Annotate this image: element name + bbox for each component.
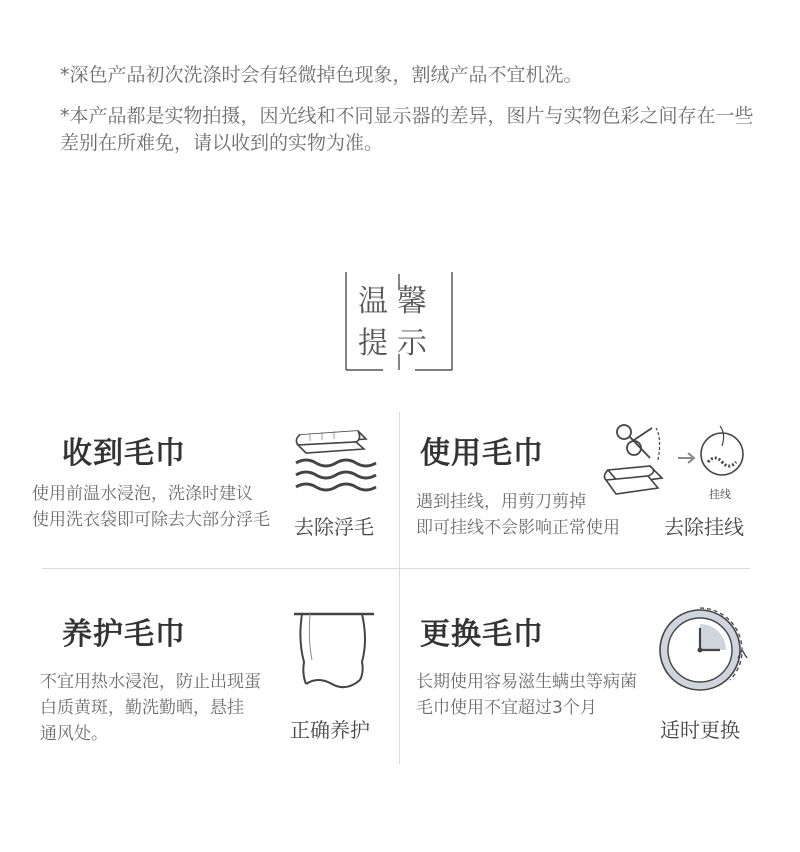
- note-dye: *深色产品初次洗涤时会有轻微掉色现象，割绒产品不宜机洗。: [60, 64, 583, 86]
- divider-vertical: [399, 412, 400, 764]
- card-title: 使用毛巾: [420, 436, 544, 471]
- card-desc: [416, 489, 620, 541]
- heading-line1: 温馨: [358, 284, 436, 319]
- card-desc-line: 使用洗衣袋即可除去大部分浮毛: [32, 510, 270, 530]
- card-desc-line: 长期使用容易滋生螨虫等病菌: [416, 672, 637, 692]
- card-desc: [416, 669, 637, 721]
- card-desc-line: 不宜用热水浸泡，防止出现蛋: [40, 672, 261, 692]
- clock-icon: [650, 598, 754, 702]
- card-title: 养护毛巾: [62, 617, 186, 652]
- card-desc-line: 遇到挂线，用剪刀剪掉: [416, 492, 586, 512]
- card-desc: [32, 481, 270, 533]
- card-desc: [40, 669, 261, 747]
- card-title: 更换毛巾: [420, 617, 544, 652]
- tips-heading: [343, 270, 455, 372]
- notes-section: [60, 62, 760, 171]
- heading-line2: 提示: [358, 326, 436, 361]
- card-caption: 去除浮毛: [294, 515, 374, 539]
- card-title: 收到毛巾: [62, 436, 186, 471]
- folded-towel-wave-icon: [290, 425, 380, 500]
- scissors-towel-icon: [600, 418, 755, 508]
- card-caption: 去除挂线: [664, 515, 744, 539]
- card-desc-line: 毛巾使用不宜超过3个月: [416, 698, 597, 718]
- hanging-towel-icon: [288, 600, 380, 692]
- card-desc-line: 即可挂线不会影响正常使用: [416, 518, 620, 538]
- card-caption: 正确养护: [290, 718, 370, 742]
- divider-horizontal: [42, 568, 750, 569]
- card-desc-line: 白质黄斑，勤洗勤晒，悬挂: [40, 698, 244, 718]
- card-desc-line: 使用前温水浸泡，洗涤时建议: [32, 484, 253, 504]
- card-desc-line: 通风处。: [40, 724, 108, 744]
- note-photo: *本产品都是实物拍摄，因光线和不同显示器的差异，图片与实物色彩之间存在一些差别在所难免，请以收到的实物为准。: [60, 105, 754, 154]
- icon-label: 挂线: [709, 488, 731, 501]
- card-caption: 适时更换: [660, 718, 740, 742]
